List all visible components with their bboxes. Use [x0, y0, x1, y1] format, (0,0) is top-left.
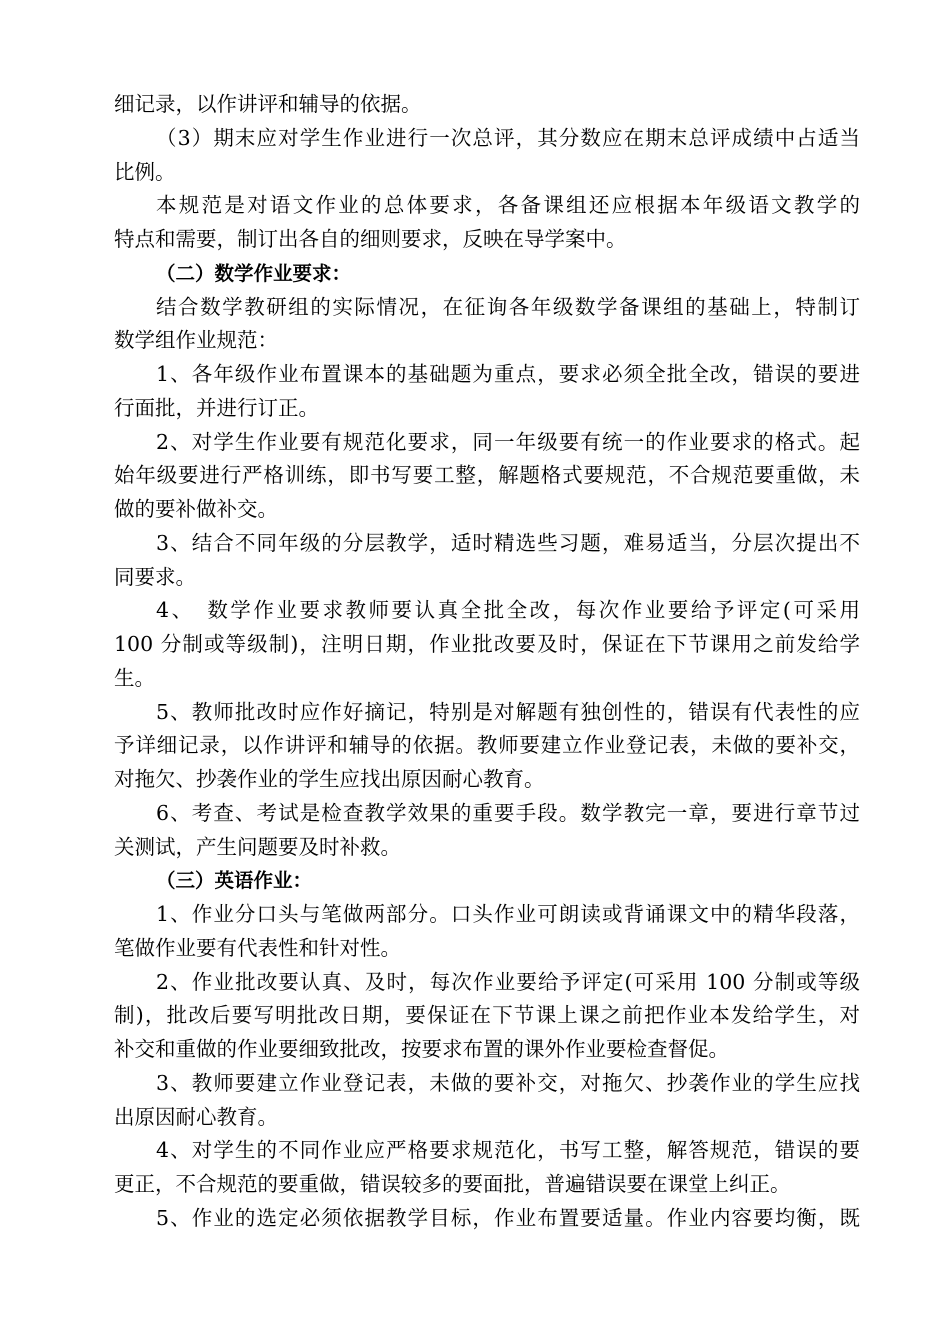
text-line: 5、教师批改时应作好摘记，特别是对解题有独创性的，错误有代表性的应: [156, 699, 860, 724]
text-line: 行面批，并进行订正。: [114, 395, 319, 420]
text-line: 数学组作业规范：: [114, 328, 278, 353]
text-line: 出原因耐心教育。: [114, 1104, 278, 1129]
text-line: 比例。: [114, 159, 176, 184]
section-heading: （三）英语作业：: [156, 869, 313, 893]
text-line: 笔做作业要有代表性和针对性。: [114, 935, 401, 960]
text-line: 关测试，产生问题要及时补救。: [114, 834, 401, 859]
text-line: 1、各年级作业布置课本的基础题为重点，要求必须全批全改，错误的要进: [156, 362, 860, 386]
text-line: 更正，不合规范的要重做，错误较多的要面批，普遍错误要在课堂上纠正。: [114, 1172, 791, 1196]
document-page: [114, 88, 860, 1236]
text-line: 3、教师要建立作业登记表，未做的要补交，对拖欠、抄袭作业的学生应找: [156, 1070, 860, 1095]
text-line: 3、结合不同年级的分层教学，适时精选些习题，难易适当，分层次提出不: [156, 530, 860, 555]
text-line: 做的要补做补交。: [114, 497, 278, 521]
section-heading: （二）数学作业要求：: [156, 261, 352, 285]
text-line: 5、作业的选定必须依据教学目标，作业布置要适量。作业内容要均衡，既: [156, 1205, 860, 1230]
text-line: 特点和需要，制订出各自的细则要求，反映在导学案中。: [114, 227, 627, 251]
text-line: 同要求。: [114, 564, 196, 589]
text-line: 始年级要进行严格训练，即书写要工整，解题格式要规范，不合规范要重做，未: [114, 463, 860, 488]
text-line: 100 分制或等级制)，注明日期，作业批改要及时，保证在下节课用之前发给学: [114, 632, 860, 656]
text-line: 6、考查、考试是检查教学效果的重要手段。数学教完一章，要进行章节过: [156, 800, 860, 825]
text-line: 补交和重做的作业要细致批改，按要求布置的课外作业要检查督促。: [114, 1037, 729, 1061]
text-line: 予详细记录，以作讲评和辅导的依据。教师要建立作业登记表，未做的要补交，: [114, 733, 860, 758]
text-line: 2、作业批改要认真、及时，每次作业要给予评定(可采用 100 分制或等级: [156, 969, 860, 994]
text-line: 2、对学生作业要有规范化要求，同一年级要有统一的作业要求的格式。起: [156, 429, 860, 454]
text-line: （3）期末应对学生作业进行一次总评，其分数应在期末总评成绩中占适当: [156, 125, 860, 150]
text-line: 本规范是对语文作业的总体要求，各备课组还应根据本年级语文教学的: [156, 193, 860, 218]
text-line: 结合数学教研组的实际情况，在征询各年级数学备课组的基础上，特制订: [156, 294, 860, 319]
text-line: 制)，批改后要写明批改日期，要保证在下节课上课之前把作业本发给学生，对: [114, 1003, 860, 1028]
text-line: 4、 数学作业要求教师要认真全批全改，每次作业要给予评定(可采用: [156, 598, 860, 623]
text-line: 对拖欠、抄袭作业的学生应找出原因耐心教育。: [114, 767, 545, 791]
text-line: 4、对学生的不同作业应严格要求规范化，书写工整，解答规范，错误的要: [156, 1138, 860, 1163]
text-line: 1、作业分口头与笔做两部分。口头作业可朗读或背诵课文中的精华段落，: [156, 902, 860, 926]
text-line: 细记录，以作讲评和辅导的依据。: [114, 92, 422, 116]
text-line: 生。: [114, 665, 155, 690]
